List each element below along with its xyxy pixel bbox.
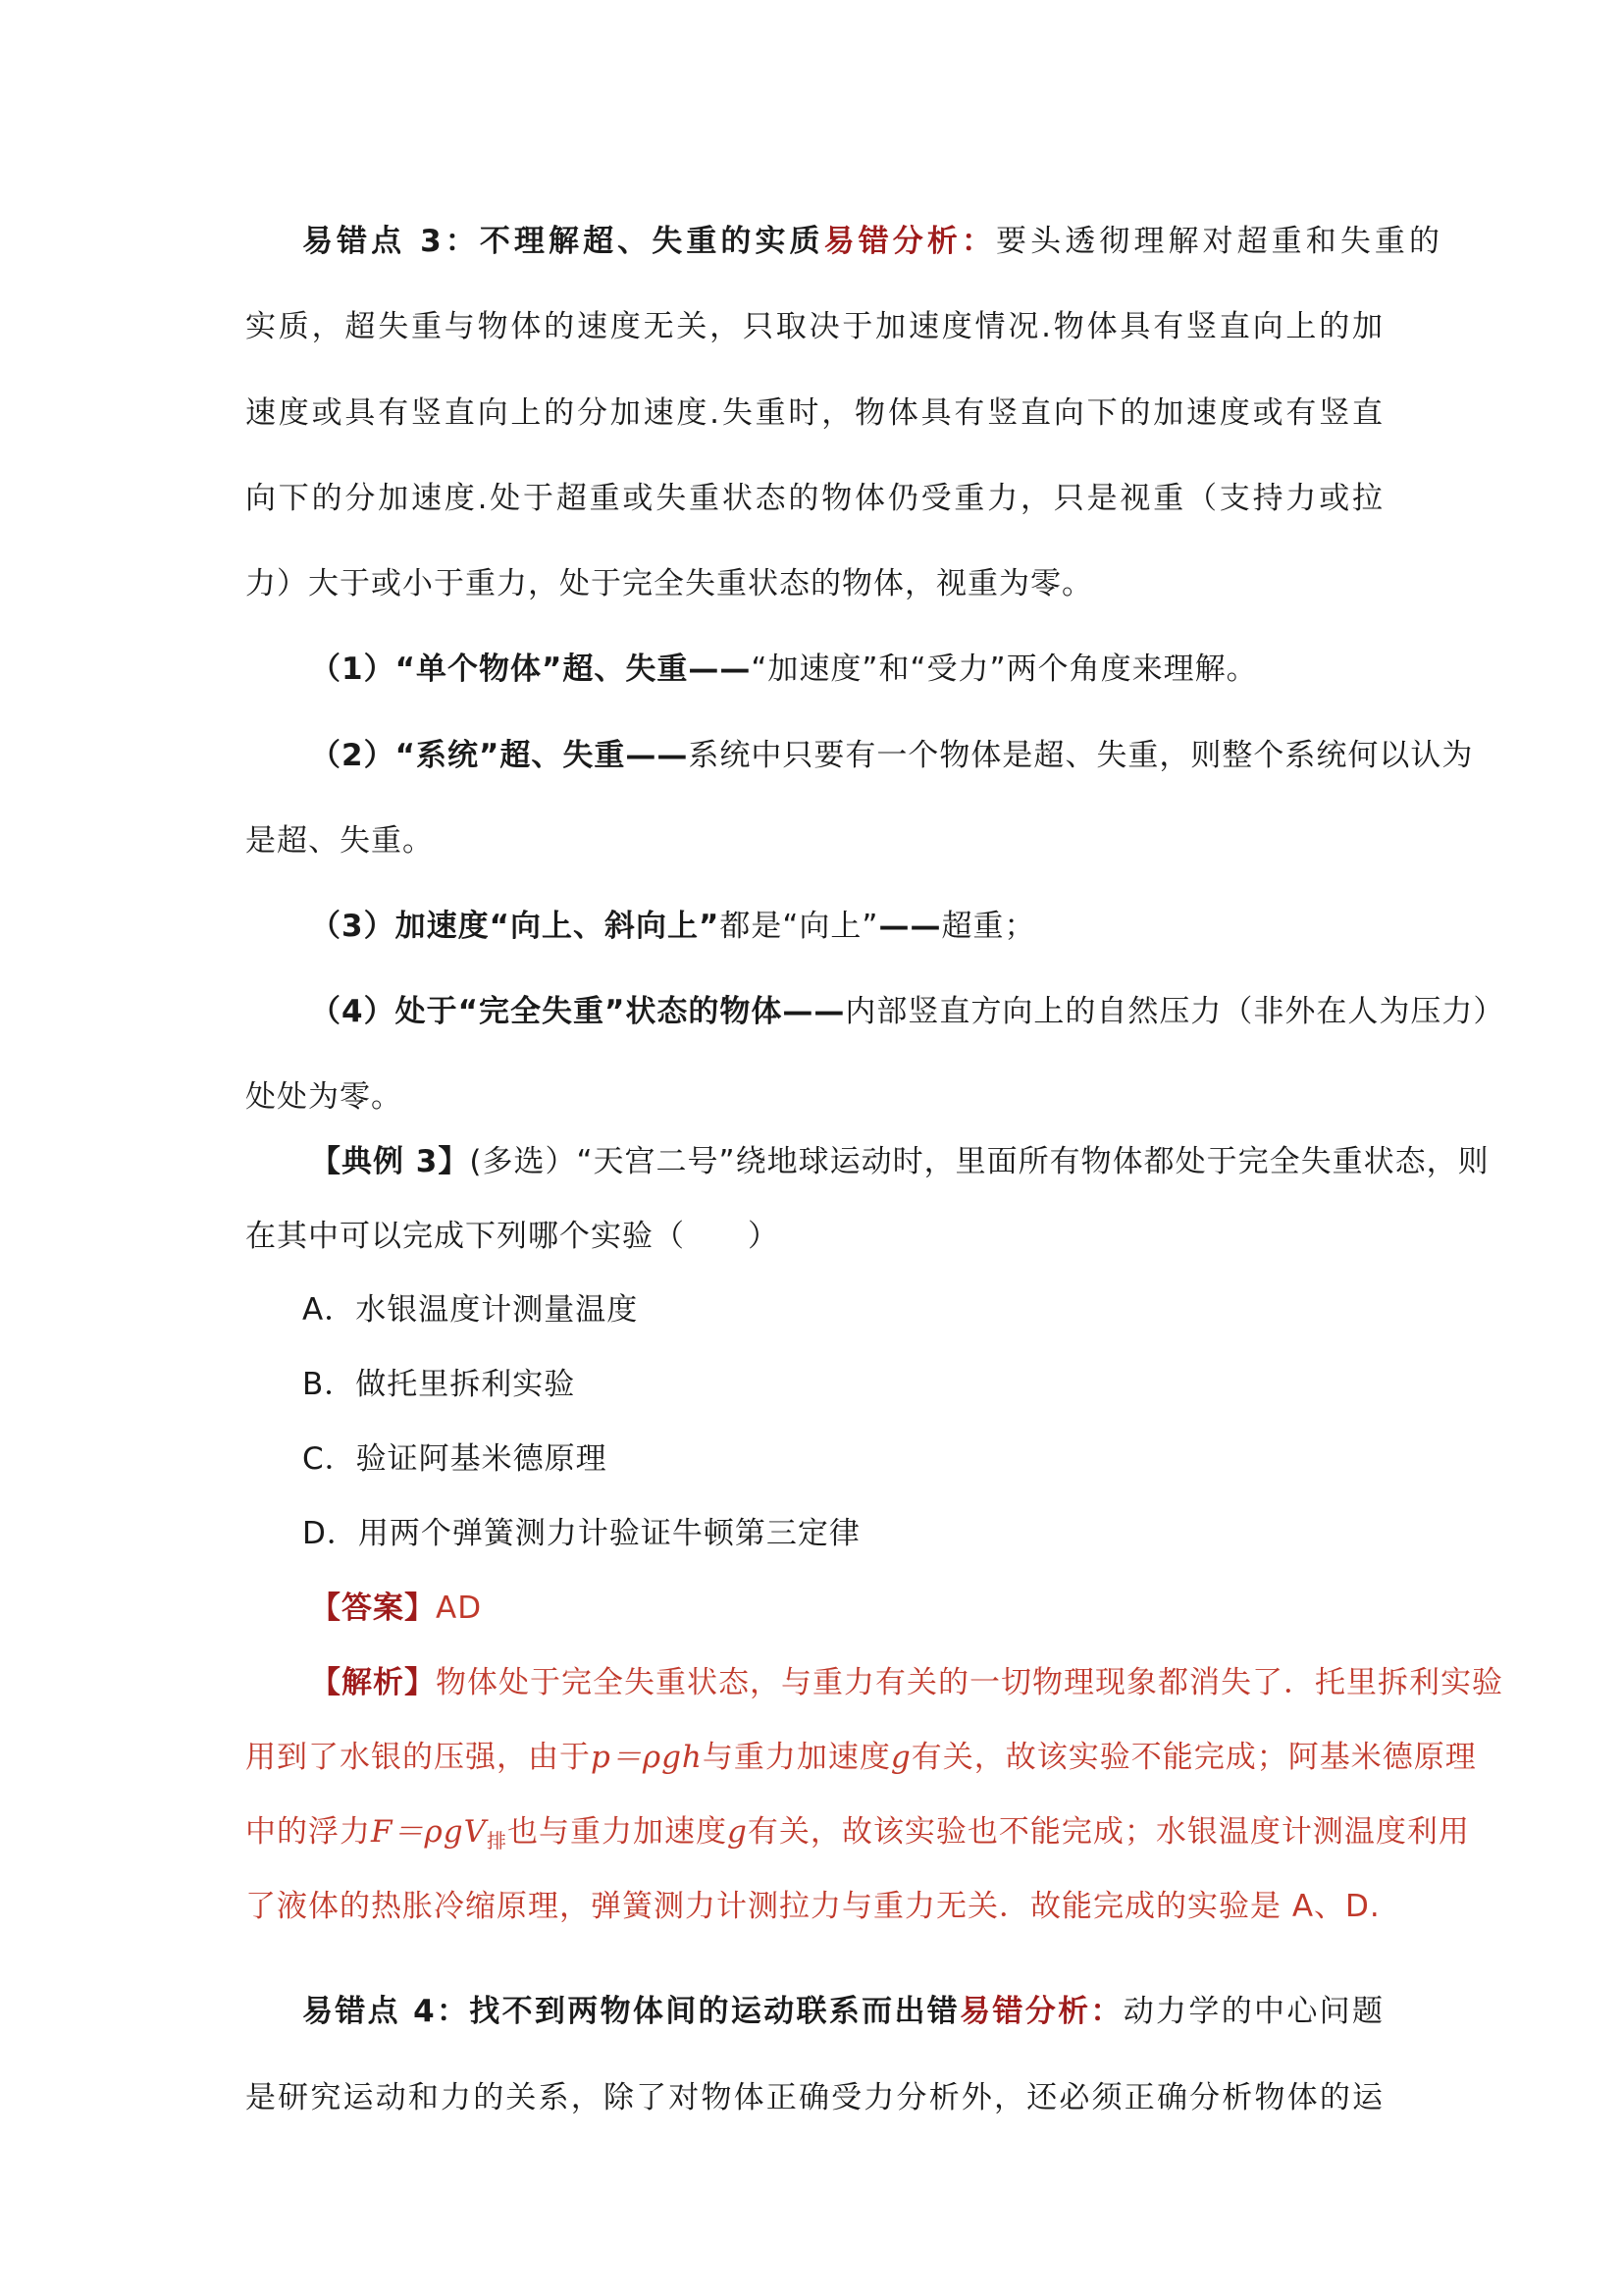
option-d: D．用两个弹簧测力计验证牛顿第三定律 xyxy=(302,1516,861,1551)
formula-buoyancy: F＝ρgV xyxy=(371,1814,487,1850)
point-2 xyxy=(310,736,1474,775)
point-3 xyxy=(310,907,1448,946)
section3-paragraph-line: 力）大于或小于重力，处于完全失重状态的物体，视重为零。 xyxy=(245,566,1093,601)
answer-value: AD xyxy=(436,1591,483,1626)
section3-heading: 易错点 3：不理解超、失重的实质 xyxy=(302,224,824,259)
analysis-line-1 xyxy=(310,1663,1503,1702)
section4-paragraph-line: 是研究运动和力的关系，除了对物体正确受力分析外，还必须正确分析物体的运 xyxy=(245,2080,1384,2115)
section3-intro: 要头透彻理解对超重和失重的 xyxy=(996,224,1441,259)
point-3-label: （3）加速度“向上、斜向上” xyxy=(310,909,720,944)
analysis-text: 有关，故该实验也不能完成；水银温度计测温度利用 xyxy=(747,1814,1470,1850)
formula-pressure: p＝ρgh xyxy=(591,1740,703,1775)
option-b: B．做托里拆利实验 xyxy=(302,1367,576,1402)
answer-label: 【答案】 xyxy=(310,1591,436,1626)
example-line-1 xyxy=(310,1142,1490,1181)
point-3-mid: 都是“向上” xyxy=(719,909,879,944)
symbol-g: g xyxy=(890,1740,912,1775)
section4-intro: 动力学的中心问题 xyxy=(1123,1994,1384,2029)
section3-analysis-label: 易错分析： xyxy=(823,224,997,259)
symbol-g: g xyxy=(726,1814,748,1850)
point-1-label: （1）“单个物体”超、失重—— xyxy=(310,652,752,687)
example-line-2: 在其中可以完成下列哪个实验（ ） xyxy=(245,1219,779,1254)
section3-heading-line xyxy=(302,222,1440,261)
analysis-line-3 xyxy=(245,1812,1470,1860)
point-2-continuation: 是超、失重。 xyxy=(245,823,434,859)
section4-heading: 易错点 4：找不到两物体间的运动联系而出错 xyxy=(302,1994,961,2029)
point-2-label: （2）“系统”超、失重—— xyxy=(310,738,689,773)
section4-heading-line xyxy=(302,1992,1384,2031)
option-a: A．水银温度计测量温度 xyxy=(302,1292,639,1328)
point-1-text: “加速度”和“受力”两个角度来理解。 xyxy=(751,652,1258,687)
analysis-text: 与重力加速度 xyxy=(702,1740,891,1775)
analysis-text: 物体处于完全失重状态，与重力有关的一切物理现象都消失了．托里拆利实验 xyxy=(436,1665,1503,1700)
example-label: 【典例 3】 xyxy=(310,1144,470,1179)
section4-analysis-label: 易错分析： xyxy=(960,1994,1124,2029)
point-4-continuation: 处处为零。 xyxy=(245,1079,402,1115)
option-c: C．验证阿基米德原理 xyxy=(302,1441,607,1477)
example-text: (多选）“天宫二号”绕地球运动时，里面所有物体都处于完全失重状态，则 xyxy=(469,1144,1490,1179)
point-4 xyxy=(310,992,1505,1031)
point-3-dash: —— xyxy=(878,909,942,944)
point-4-text: 内部竖直方向上的自然压力（非外在人为压力） xyxy=(845,994,1505,1029)
analysis-text: 用到了水银的压强，由于 xyxy=(245,1740,591,1775)
point-3-end: 超重； xyxy=(941,909,1036,944)
analysis-text: 也与重力加速度 xyxy=(506,1814,727,1850)
section3-paragraph-line: 向下的分加速度.处于超重或失重状态的物体仍受重力，只是视重（支持力或拉 xyxy=(245,481,1384,516)
formula-subscript: 排 xyxy=(486,1829,507,1852)
analysis-line-4: 了液体的热胀冷缩原理，弹簧测力计测拉力与重力无关．故能完成的实验是 A、D. xyxy=(245,1889,1381,1924)
analysis-line-2 xyxy=(245,1738,1477,1777)
analysis-label: 【解析】 xyxy=(310,1665,436,1700)
point-2-text: 系统中只要有一个物体是超、失重，则整个系统何以认为 xyxy=(688,738,1474,773)
section3-paragraph-line: 速度或具有竖直向上的分加速度.失重时，物体具有竖直向下的加速度或有竖直 xyxy=(245,395,1384,431)
point-1 xyxy=(310,650,1448,689)
answer-line xyxy=(310,1589,1448,1628)
analysis-text: 中的浮力 xyxy=(245,1814,371,1850)
point-4-label: （4）处于“完全失重”状态的物体—— xyxy=(310,994,846,1029)
section3-paragraph-line: 实质，超失重与物体的速度无关，只取决于加速度情况.物体具有竖直向上的加 xyxy=(245,309,1384,344)
analysis-text: 有关，故该实验不能完成；阿基米德原理 xyxy=(911,1740,1477,1775)
